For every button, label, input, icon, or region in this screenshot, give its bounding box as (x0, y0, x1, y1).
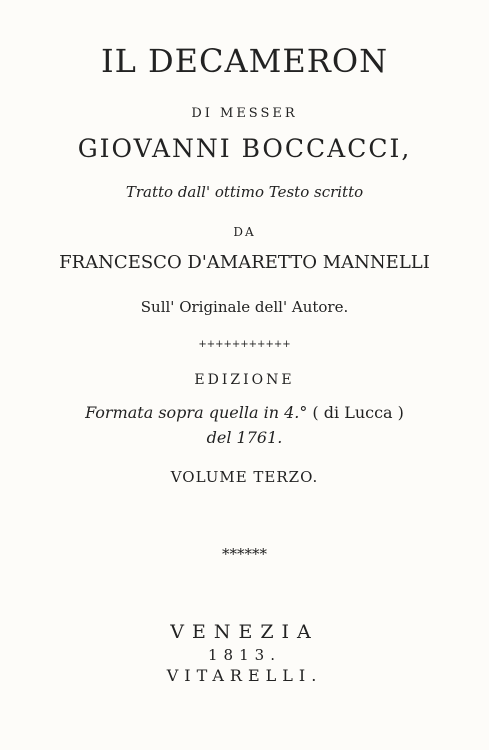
book-title: IL DECAMERON (100, 42, 389, 80)
edition-year-line: del 1761. (206, 428, 283, 447)
da-line: DA (233, 225, 256, 239)
copyist-name: FRANCESCO D'AMARETTO MANNELLI (59, 252, 430, 273)
edizione-heading: EDIZIONE (194, 372, 295, 388)
imprint-year: 1813. (208, 646, 281, 664)
tratto-line: Tratto dall' ottimo Testo scritto (125, 183, 364, 201)
ornament-rule-top: +++++++++++ (198, 339, 291, 350)
formata-text: Formata sopra quella in 4.° (85, 403, 308, 422)
ornament-stars: ****** (222, 545, 267, 563)
volume-label: VOLUME TERZO. (170, 468, 319, 486)
imprint-city: VENEZIA (170, 621, 319, 643)
imprint-printer: VITARELLI. (166, 666, 323, 685)
author-name: GIOVANNI BOCCACCI, (77, 134, 412, 163)
formata-line (0, 403, 489, 422)
formata-parenthetical: ( di Lucca ) (307, 403, 404, 422)
di-messer-line: DI MESSER (191, 106, 298, 121)
originale-line: Sull' Originale dell' Autore. (140, 298, 349, 316)
